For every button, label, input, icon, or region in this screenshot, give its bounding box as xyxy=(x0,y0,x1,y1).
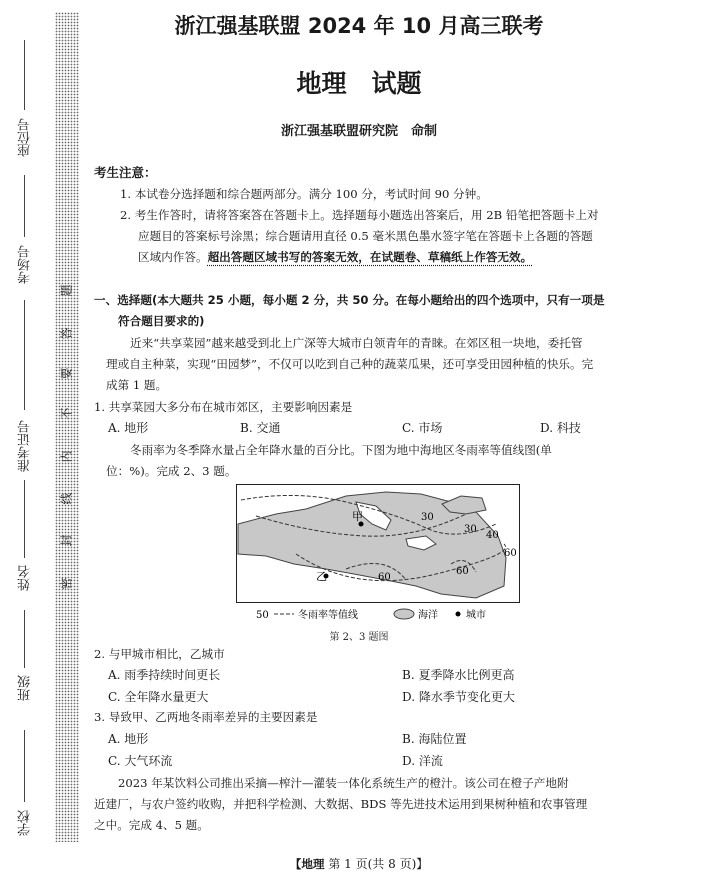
question-1-stem: 1. 共享菜园大多分布在城市郊区，主要影响因素是 xyxy=(94,400,353,414)
intro-3-line-1: 2023 年某饮料公司推出采摘—榨汁—灌装一体化系统生产的橙汁。该公司在橙子产地附 xyxy=(118,776,569,790)
seal-char: 内 xyxy=(59,450,74,463)
legend-contour: 冬雨率等值线 xyxy=(298,610,358,621)
contour-label: 60 xyxy=(456,566,469,577)
intro-1-line-1: 近来“共享菜园”越来越受到北上广深等大城市白领青年的青睐。在郊区租一块地，委托管 xyxy=(130,336,583,350)
intro-2-line-2: 位：%)。完成 2、3 题。 xyxy=(106,464,237,478)
name-line xyxy=(24,480,25,558)
city-yi-label: 乙 xyxy=(316,570,327,583)
section-heading-line-1: 一、选择题(本大题共 25 小题，每小题 2 分，共 50 分。在每小题给出的四个选项中，只有一项是 xyxy=(94,293,605,307)
q1-option-a: A. 地形 xyxy=(108,421,149,435)
intro-1-line-3: 成第 1 题。 xyxy=(106,378,168,392)
intro-3-line-3: 之中。完成 4、5 题。 xyxy=(94,818,209,832)
q3-option-c: C. 大气环流 xyxy=(108,754,173,768)
q3-option-a: A. 地形 xyxy=(108,732,149,746)
intro-2-line-1: 冬雨率为冬季降水量占全年降水量的百分比。下图为地中海地区冬雨率等值线图(单 xyxy=(130,443,552,457)
section-heading-line-2: 符合题目要求的) xyxy=(118,314,205,328)
intro-3-line-2: 近建厂，与农户签约收购，并把科学检测、大数据、BDS 等先进技术运用到果树种植和农事管理 xyxy=(94,797,588,811)
question-2-stem: 2. 与甲城市相比，乙城市 xyxy=(94,647,225,661)
q3-option-b: B. 海陆位置 xyxy=(402,732,467,746)
seal-char: 不 xyxy=(59,407,74,420)
question-3-stem: 3. 导致甲、乙两地冬雨率差异的主要因素是 xyxy=(94,710,318,724)
notice-item-1: 1. 本试卷分选择题和综合题两部分。满分 100 分，考试时间 90 分钟。 xyxy=(120,187,488,201)
contour-label: 30 xyxy=(421,512,434,523)
q3-option-d: D. 洋流 xyxy=(402,754,443,768)
legend-contour-value: 50 xyxy=(256,610,269,621)
q2-option-d: D. 降水季节变化更大 xyxy=(402,690,515,704)
exam-room-label: 考场号 xyxy=(18,245,33,284)
notice-item-2-line-1: 2. 考生作答时，请将答案答在答题卡上。选择题每小题选出答案后，用 2B 铅笔把答题卡上对 xyxy=(120,208,599,222)
city-jia-label: 甲 xyxy=(352,510,363,523)
class-label: 班级 xyxy=(18,675,33,701)
footer-subject: 【地理 xyxy=(289,857,325,871)
notice-heading: 考生注意： xyxy=(94,165,157,180)
notice-emphasis: 超出答题区域书写的答案无效，在试题卷、草稿纸上作答无效。 xyxy=(207,250,533,264)
intro-1-line-2: 理或自主种菜，实现“田园梦”，不仅可以吃到自己种的蔬菜瓜果，还可享受田园种植的快乐。完 xyxy=(106,357,594,371)
legend-sea: 海洋 xyxy=(418,610,438,621)
footer-page: 第 1 页(共 8 页)】 xyxy=(328,857,429,871)
contour-label: 60 xyxy=(378,572,391,583)
exam-room-line xyxy=(24,175,25,237)
contour-label: 60 xyxy=(504,548,517,559)
notice-item-2-line-3: 区域内作答。 xyxy=(138,250,208,264)
figure-caption: 第 2、3 题图 xyxy=(329,632,389,643)
seat-label: 座位号 xyxy=(18,118,33,157)
name-label: 姓名 xyxy=(18,565,33,591)
seal-char: 线 xyxy=(59,492,74,505)
seal-char: 答 xyxy=(59,327,74,340)
q2-option-c: C. 全年降水量更大 xyxy=(108,690,209,704)
ticket-label: 准考证号 xyxy=(18,420,33,472)
q1-option-c: C. 市场 xyxy=(402,421,443,435)
seal-char: 封 xyxy=(59,534,74,547)
q2-option-a: A. 雨季持续时间更长 xyxy=(108,668,221,682)
seal-char: 题 xyxy=(59,284,74,297)
contour-label: 40 xyxy=(486,530,499,541)
q2-option-b: B. 夏季降水比例更高 xyxy=(402,668,515,682)
author-line: 浙江强基联盟研究院 命制 xyxy=(280,124,437,139)
q1-option-b: B. 交通 xyxy=(240,421,281,435)
ticket-line xyxy=(24,300,25,410)
q1-option-d: D. 科技 xyxy=(540,421,581,435)
legend-city: 城市 xyxy=(466,610,486,621)
seal-char: 要 xyxy=(59,367,74,380)
exam-title: 浙江强基联盟 2024 年 10 月高三联考 xyxy=(174,14,544,38)
winter-rain-map xyxy=(236,484,520,624)
school-line xyxy=(24,730,25,802)
seal-char: 密 xyxy=(59,577,74,590)
school-label: 学校 xyxy=(18,810,33,836)
subject-title: 地理 试题 xyxy=(296,69,422,98)
notice-item-2-line-2: 应题目的答案标号涂黑；综合题请用直径 0.5 毫米黑色墨水签字笔在答题卡上各题的答题 xyxy=(138,229,593,243)
contour-label: 30 xyxy=(464,524,477,535)
